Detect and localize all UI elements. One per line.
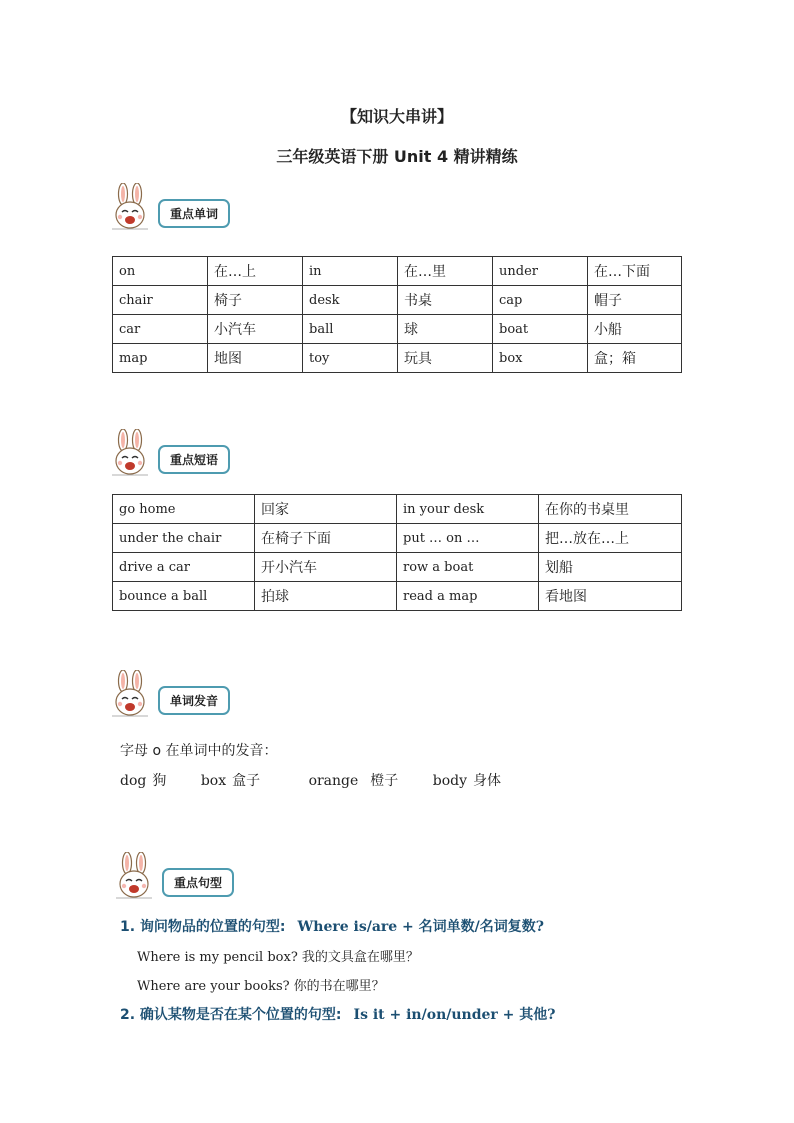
- table-cell: box: [493, 344, 588, 373]
- doc-subtitle: 三年级英语下册 Unit 4 精讲精练: [276, 147, 518, 166]
- section-sentences-header: [112, 852, 312, 902]
- table-cell: 盒；箱: [588, 344, 682, 373]
- pattern-1-formula: Where is/are + 名词单数/名词复数?: [297, 919, 544, 935]
- table-cell: map: [113, 344, 208, 373]
- rabbit-icon: [108, 183, 152, 231]
- table-cell: 在…下面: [588, 257, 682, 286]
- section-phrases-label: 重点短语: [158, 445, 230, 474]
- table-row: [113, 315, 682, 344]
- words-table: [112, 256, 682, 373]
- pattern-2: [120, 1004, 555, 1024]
- table-cell: drive a car: [113, 553, 255, 582]
- table-cell: in: [303, 257, 398, 286]
- list-item: box 盒子: [200, 773, 261, 789]
- section-phrases-header: [108, 429, 308, 479]
- doc-title: 【知识大串讲】: [340, 107, 453, 126]
- table-cell: 玩具: [398, 344, 493, 373]
- table-cell: row a boat: [397, 553, 539, 582]
- rabbit-icon: [112, 852, 156, 900]
- table-cell: ball: [303, 315, 398, 344]
- table-cell: 在椅子下面: [255, 524, 397, 553]
- table-cell: chair: [113, 286, 208, 315]
- section-words-header: [108, 183, 308, 233]
- table-cell: 在…上: [208, 257, 303, 286]
- section-words-label: 重点单词: [158, 199, 230, 228]
- table-cell: 开小汽车: [255, 553, 397, 582]
- rabbit-icon: [108, 429, 152, 477]
- example-sentence: Where is my pencil box? 我的文具盒在哪里？: [137, 950, 419, 965]
- table-cell: in your desk: [397, 495, 539, 524]
- pattern-2-formula: Is it + in/on/under + 其他?: [353, 1007, 556, 1023]
- table-cell: 地图: [208, 344, 303, 373]
- table-row: [113, 495, 682, 524]
- table-cell: 回家: [255, 495, 397, 524]
- table-cell: 椅子: [208, 286, 303, 315]
- table-cell: car: [113, 315, 208, 344]
- pattern-2-title: 2. 确认某物是否在某个位置的句型:: [120, 1007, 342, 1023]
- rabbit-icon: [108, 670, 152, 718]
- example-sentence: Where are your books? 你的书在哪里？: [137, 979, 385, 994]
- table-row: [113, 553, 682, 582]
- table-cell: 把…放在…上: [539, 524, 682, 553]
- table-cell: toy: [303, 344, 398, 373]
- table-row: [113, 257, 682, 286]
- table-row: [113, 286, 682, 315]
- table-cell: 球: [398, 315, 493, 344]
- table-cell: under: [493, 257, 588, 286]
- table-cell: 小船: [588, 315, 682, 344]
- section-pronunciation-label: 单词发音: [158, 686, 230, 715]
- phrases-table: [112, 494, 682, 611]
- pattern-1-title: 1. 询问物品的位置的句型:: [120, 919, 286, 935]
- table-row: [113, 344, 682, 373]
- pattern-1: [120, 916, 544, 936]
- table-cell: under the chair: [113, 524, 255, 553]
- table-cell: read a map: [397, 582, 539, 611]
- table-row: [113, 582, 682, 611]
- table-cell: 帽子: [588, 286, 682, 315]
- table-cell: 在你的书桌里: [539, 495, 682, 524]
- table-row: [113, 524, 682, 553]
- list-item: orange 橙子: [308, 773, 399, 789]
- table-cell: 拍球: [255, 582, 397, 611]
- table-cell: 看地图: [539, 582, 682, 611]
- list-item: dog 狗: [120, 773, 167, 789]
- table-cell: put … on …: [397, 524, 539, 553]
- table-cell: 在…里: [398, 257, 493, 286]
- table-cell: boat: [493, 315, 588, 344]
- section-sentences-label: 重点句型: [162, 868, 234, 897]
- table-cell: bounce a ball: [113, 582, 255, 611]
- pronunciation-intro: 字母 o 在单词中的发音：: [120, 743, 278, 759]
- table-cell: on: [113, 257, 208, 286]
- pronunciation-words: [120, 770, 531, 790]
- table-cell: 划船: [539, 553, 682, 582]
- table-cell: desk: [303, 286, 398, 315]
- list-item: body 身体: [432, 773, 502, 789]
- table-cell: cap: [493, 286, 588, 315]
- table-cell: go home: [113, 495, 255, 524]
- table-cell: 书桌: [398, 286, 493, 315]
- table-cell: 小汽车: [208, 315, 303, 344]
- section-pronunciation-header: [108, 670, 308, 720]
